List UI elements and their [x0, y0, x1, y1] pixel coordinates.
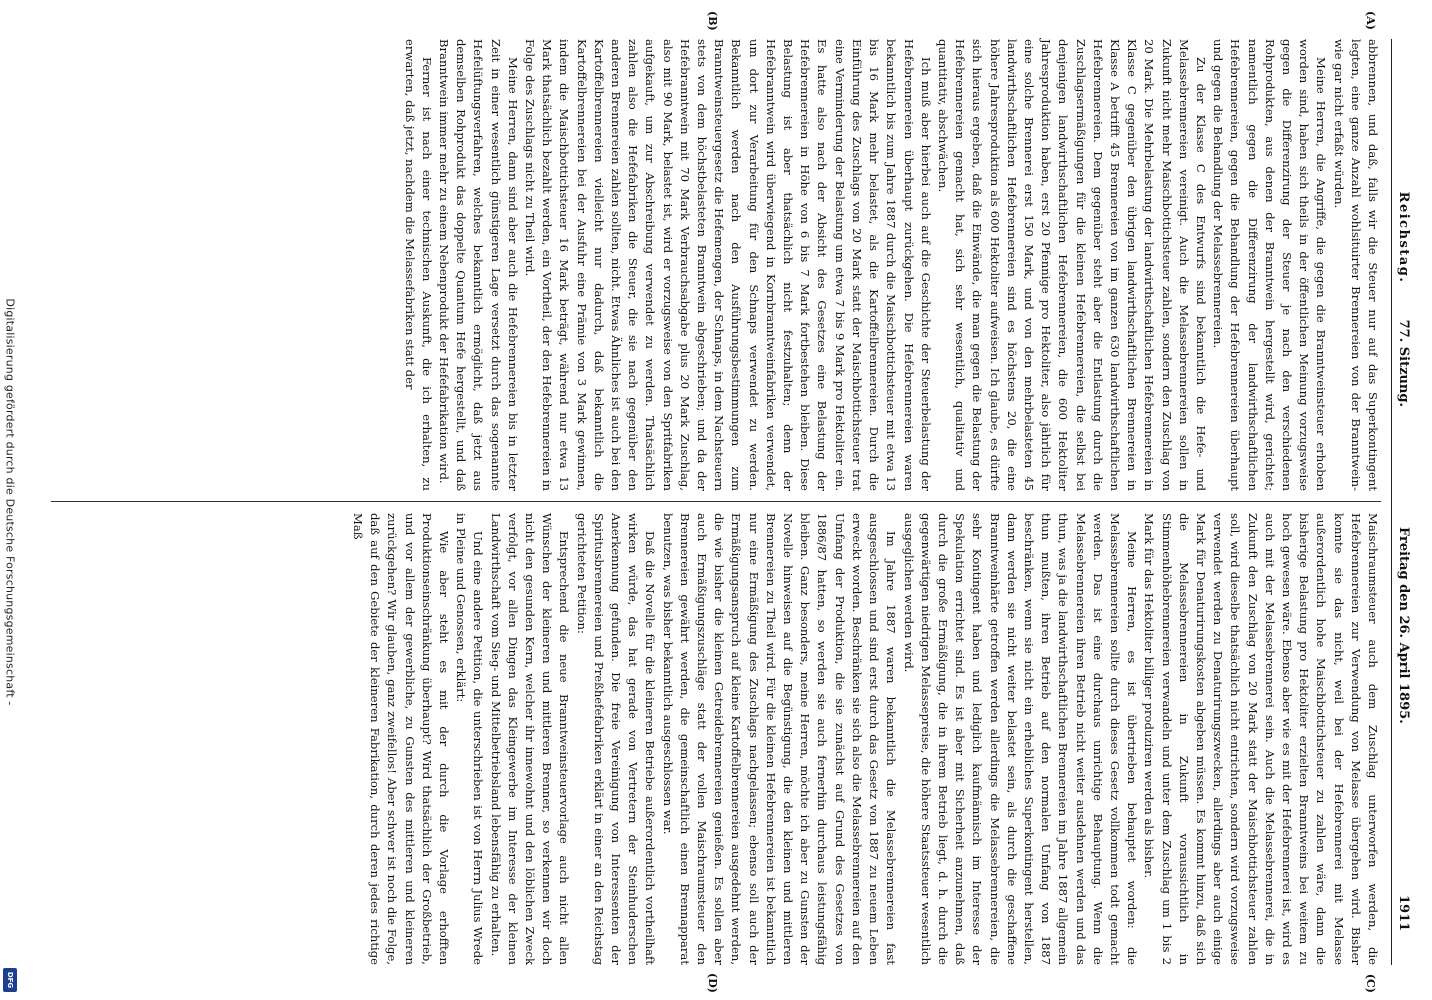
right-column-paragraph: Meine Herren, es ist übertrieben behauptet worden: die Melassebrennereien sollte durch dieses Gesetz vollkommen todt gemacht werden. Das ist eine durchaus unrichtige Behauptung. Wenn die Melassebrennereien ihren Betrieb nicht weiter ausdehnen werden und das thun, was ja die landwirthschaftlichen Brennereien im Jahre 1887 allgemein thun mußten, ihren Betrieb auf den normalen Umfang von 1887 beschränken, wenn sie nicht ein erhebliches Superkontingent herstellen, dann werden sie nicht weiter belastet sein, als durch die geschaffene Branntweinhärte getroffen werden allerdings die Melassebrennereien, die sehr Kontingent haben und lediglich kaufmännisch im Interesse der Spekulation errichtet sind. Es ist aber mit Sicherheit anzunehmen, daß durch die große Ermäßigung, die in ihrem Betrieb liegt, d. h. durch die gegenwärtigen niedrigen Melassepreise, die höhere Staatssteuer wesentlich ausgeglichen werden wird.: [901, 513, 1140, 965]
right-column-paragraph: Wie aber steht es mit der durch die Vorlage erhofften Produktionseinschränkung überhaupt? Wird thatsächlich der Großbetrieb, und vor allem der gewerbliche, zu Gunsten des mittleren und kleineren zurückgehen? Wir glauben, ganz zweifellos! Aber schwer ist noch die Folge, daß auf den Gebiete der kleineren Fabrikation, durch deren jedes richtige Maß: [351, 513, 452, 965]
left-column: [51, 11, 1381, 491]
left-column-paragraph: Ich muß aber hierbei auch auf die Geschichte der Steuerbelastung der Hefebrennereien überhaupt zurückgehen. Die Hefebrennereien waren bekanntlich bis zum Jahre 1887 durch die Maischbottichsteuer mit etwa 13 bis 16 Mark mehr belastet, als die Kartoffelbrennereien. Durch die Einführung des Zuschlags von 20 Mark statt der Maischbottichsteuer trat eine Verminderung der Belastung um etwa 7 bis 9 Mark pro Hektoliter ein. Es hatte also nach der Absicht des Gesetzes eine Belastung der Hefebrennereien in Höhe von 6 bis 7 Mark fortbestehen bleiben. Diese Belastung ist aber thatsächlich nicht festzuhalten; denn der Hefebranntwein wird überwiegend in Kornbranntweinfabriken verwendet, um dort zur Verarbeitung für den Schnaps verwendet zu werden. Bekanntlich werden nach den Ausführungsbestimmungen zum Branntweinsteuergesetz die Hefemengen, der Schnaps, in dem Nachsteuern stets von dem höchstbelasteten Branntwein abgeschrieben; und da der Hefebranntwein mit 70 Mark Verbrauchsabgabe plus 20 Mark Zuschlag, also mit 90 Mark, belastet ist, wird er vorzugsweise von den Spritfabriken aufgekauft, um zur Abschreibung verwendet zu werden. Thatsächlich zahlen also die Hefefabriken die Steuer, die sie nach gegenüber den anderen Brennereien zahlen sollten, nicht. Etwas Ähnliches ist auch bei den Kartoffelbrennereien vielleicht nur dadurch, daß bekanntlich die Kartoffelbrennereien bei der Ausfuhr eine Prämie von 3 Mark gewinnen, indem die Maischbottichsteuer 16 Mark beträgt, während nur etwa 13 Mark thatsächlich bezahlt werden, ein Vortheil, der den Hefebrennereien in Folge des Zuschlags nicht zu Theil wird.: [523, 39, 933, 491]
left-column-paragraph: Zu der Klasse C des Entwurfs sind bekanntlich die Hefe- und Melassebrennereien vereinigt. Auch die Melassebrennereien sollen in Zukunft nicht mehr Maischbottichsteuer zahlen, sondern den Zuschlag von 20 Mark. Die Mehrbelastung der landwirthschaftlichen Hefebrennereien in Klasse C gegenüber den übrigen landwirthschaftlichen Brennereien in Klasse A betrifft 45 Brennereien von im ganzen 630 landwirthschaftlichen Hefebrennereien. Dem gegenüber steht aber die Entlastung durch die Zuschlagsermäßigungen für die kleinen Hefebrennereien, die selbst bei denjenigen landwirthschaftlichen Hefebrennereien, die 600 Hektoliter Jahresproduktion haben, erst 20 Pfennige pro Hektoliter, also jährlich für eine solche Brennerei erst 150 Mark, und von den mehrbelasteten 45 landwirthschaftlichen Hefebrennereien sind es höchstens 20, die eine höhere Jahresproduktion als 600 Hektoliter aufweisen. Ich glaube, es dürfte sich hieraus ergeben, daß die Einwände, die man gegen die Belastung der Hefebrennereien gemacht hat, sich sehr wesentlich, qualitativ und quantitativ, abschwächen.: [935, 39, 1208, 491]
page-header: [1391, 39, 1411, 965]
header-date: Freitag den 26. April 1895.: [1396, 527, 1411, 724]
dfg-logo: [3, 968, 17, 992]
left-column-paragraph: abbrennen, und daß, falls wir die Steuer nur auf das Superkontingent legten, eine ganze Anzahl wohlsituirter Brennereien von der Branntwein- wie gar nicht erfaßt würden.: [1331, 39, 1380, 491]
margin-mark-c: (C): [1364, 973, 1377, 993]
header-title-left: Reichstag.: [1396, 191, 1411, 284]
header-session: 77. Sitzung.: [1396, 319, 1411, 407]
margin-mark-a: (A): [1364, 11, 1377, 30]
column-divider: [51, 501, 1381, 502]
left-column-paragraph: Meine Herren, dann sind aber auch die Hefebrennereien bis in letzter Zeit in einer wesentlich günstigeren Lage versetzt durch das sogenannte Hefelüftungsverfahren, welches bekanntlich ermöglicht, daß jetzt aus demselben Rohprodukt das doppelte Quantum Hefe hergestellt, und daß Branntwein immer mehr zu einem Nebenprodukt der Hefefabrikation wird.: [437, 39, 520, 491]
left-column-paragraph: Meine Herren, die Angriffe, die gegen die Branntweinsteuer erhoben worden sind, haben sich theils in der öffentlichen Meinung vorzugsweise gegen die Differenzirung der Steuer je nach den verschiedenen Rohprodukten, aus denen der Branntwein hergestellt wird, gerichtet; namentlich gegen die Differenzirung der landwirthschaftlichen Hefebrennereien, gegen die Behandlung der Hefebrennereien überhaupt und gegen die Behandlung der Melassebrennereien.: [1211, 39, 1329, 491]
margin-mark-d: (D): [706, 973, 719, 993]
right-column-paragraph: Und eine andere Petition, die unterschrieben ist von Herrn Julius Wrede in Pleine und Genossen, erklärt:: [454, 513, 486, 965]
page-number: 1911: [1396, 895, 1411, 932]
right-column: [51, 513, 1381, 993]
dfg-logo-text: DFG: [6, 971, 14, 989]
margin-mark-b: (B): [706, 11, 719, 31]
right-column-paragraph: Maischraumsteuer auch dem Zuschlag unterworfen werden, die Hefebrennereien zur Verwendung von Melasse übergehen wird. Bisher konnte sie das nicht, weil bei der Hefebrennerei mit Melasse außerordentlich hohe Maischbottichsteuer zu zahlen wäre, dann die bisherige Belastung pro Hektoliter erzielten Branntweins bei weitem zu hoch gewesen wäre. Ebenso aber wie es mit der Hefebrennerei ist, wird es auch mit der Melassebrennerei sein. Auch die Melassebrennerei, die in Zukunft den Zuschlag von 20 Mark statt der Maischbottichsteuer zahlen soll, wird dieselbe thatsächlich nicht entrichten, sondern wird vorzugsweise verwendet werden zu Denaturirungszwecken, allerdings aber auch einige Mark für Denaturirungskosten abgeben müssen. Es kommt hinzu, daß sich die Melassebrennereien in Zukunft voraussichtlich in Stimmenhöhebrennereien verwandeln und unter dem Zuschlag um 1 bis 2 Mark für das Hektoliter billiger produziren werden als bisher.: [1142, 513, 1380, 965]
text-columns: [51, 11, 1381, 993]
digitization-note: [2, 12, 18, 992]
right-column-paragraph: Entsprechend die neue Branntweinsteuervorlage auch nicht allen Wünschen der kleineren und mittleren Brenner, so verkennen wir doch nicht den gesunden Kern, welcher ihr innewohnt und den löblichen Zweck verfolgt, vor allen Dingen das Kleingewerbe im Interesse der kleinen Landwirthschaft vom Sieg- und Mittelbetriebsland lebensfähig zu erhalten.: [488, 513, 572, 965]
scanned-page: [25, 5, 1425, 995]
right-column-paragraph: Im Jahre 1887 waren bekanntlich die Melassebrennereien fast ausgeschlossen und sind erst durch das Gesetz von 1887 zu neuem Leben erweckt worden. Beschränken sie sich also die Melassebrennereien auf den Umfang der Produktion, die sie zunächst auf Grund des Gesetzes von 1886/87 hatten, so werden sie auch fernerhin durchaus leistungsfähig bleiben. Ganz besonders, meine Herren, möchte ich aber zu Gunsten der Novelle hinweisen auf die Begünstigung, die den kleinen und mittleren Brennereien zu Theil wird. Für die kleinen Hefebrennereien ist bekanntlich nur eine Ermäßigung des Zuschlags nachgelassen; ebenso soll auch der Ermäßigungsanspruch auf kleine Kartoffelbrennereien ausgedehnt werden, die wie bisher die kleinen Getreidebrennereien genießen. Es sollen aber auch Ermäßigungszuschläge statt der vollen Maischraumsteuer den Brennereien gewährt werden, die gemeinschaftlich einen Brennapparat benutzen, was bisher bekanntlich ausgeschlossen war.: [660, 513, 899, 965]
left-column-paragraph: Ferner ist nach einer technischen Auskunft, die ich erhalten, zu erwarten, daß jetzt, nachdem die Melassefabriken statt der: [402, 39, 434, 491]
header-left: [1396, 39, 1411, 497]
newspaper-page: [25, 5, 1425, 995]
right-column-paragraph: Daß die Novelle für die kleineren Betriebe außerordentlich vortheilhaft wirken würde, das hat gerade von Vertretern der Steinhuderschen Anerkennung gefunden. Die freie Vereinigung von Interessenten der Spiritusbrennereien und Preßhefefabriken erklärt in einer an den Reichstag gerichteten Petition:: [574, 513, 658, 965]
digitization-note-text: Digitalisierung gefördert durch die Deutsche Forschungsgemeinschaft -: [3, 298, 17, 706]
